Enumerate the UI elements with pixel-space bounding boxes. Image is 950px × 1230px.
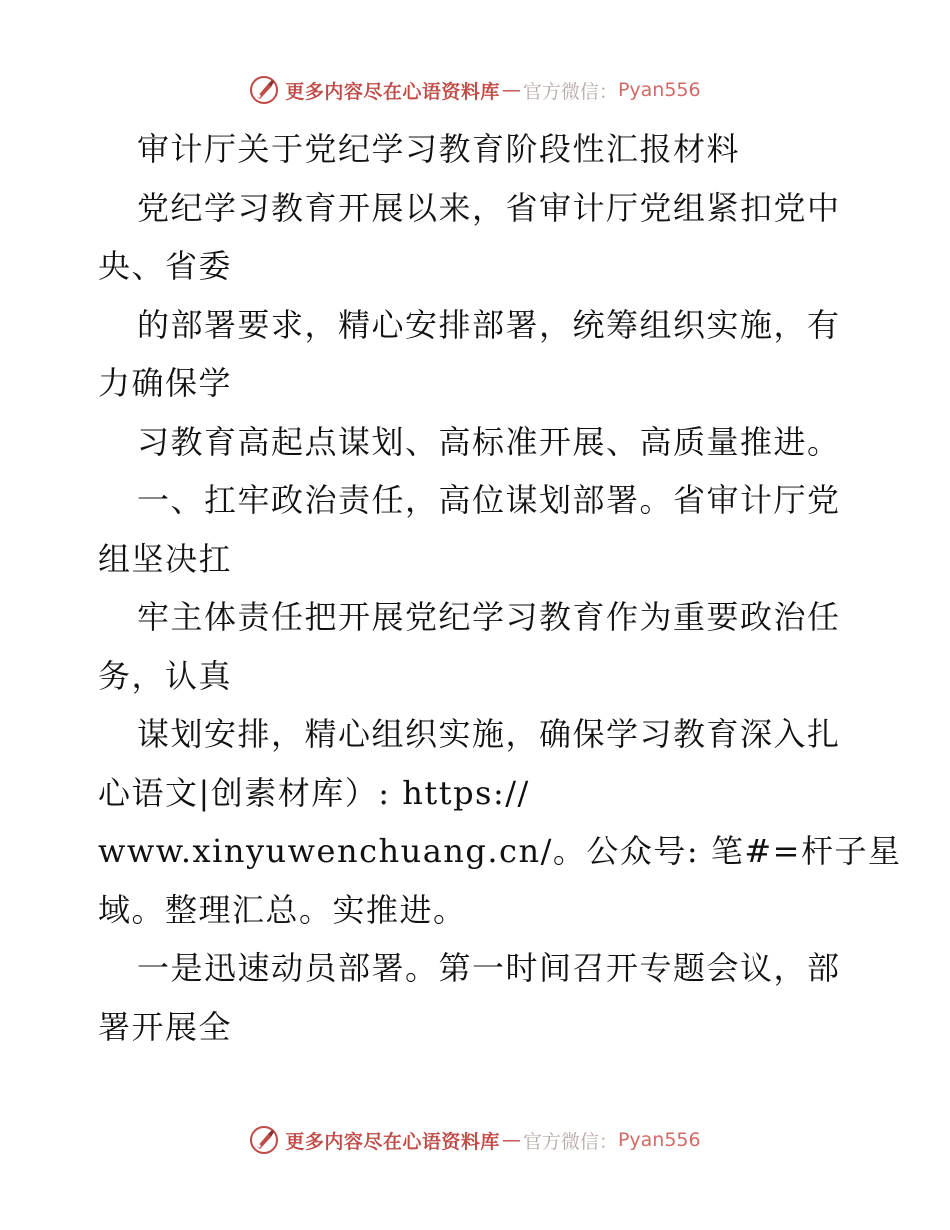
watermark-wechat-id: Pyan556 — [617, 1129, 701, 1151]
text-line: 署开展全 — [98, 1007, 233, 1046]
footer-watermark — [0, 1120, 950, 1160]
document-title: 审计厅关于党纪学习教育阶段性汇报材料 — [137, 130, 741, 168]
text-line: 党纪学习教育开展以来，省审计厅党组紧扣党中 — [137, 188, 841, 227]
watermark-dash: — — [501, 79, 521, 101]
text-line: 习教育高起点谋划、高标准开展、高质量推进。 — [137, 422, 841, 461]
pen-nib-logo-icon — [249, 75, 279, 105]
watermark-dash: — — [501, 1129, 521, 1151]
text-line: 务，认真 — [98, 656, 233, 695]
watermark-wechat-id: Pyan556 — [617, 79, 701, 101]
text-line: 的部署要求，精心安排部署，统筹组织实施，有 — [137, 305, 841, 344]
watermark-label: 官方微信： — [522, 1130, 618, 1153]
watermark-main-text: 更多内容尽在心语资料库 — [285, 80, 500, 103]
text-line: 牢主体责任把开展党纪学习教育作为重要政治任 — [137, 598, 841, 636]
text-line: 力确保学 — [98, 364, 233, 402]
text-line: 一、扛牢政治责任，高位谋划部署。省审计厅党 — [137, 481, 841, 519]
pen-nib-logo-icon — [249, 1125, 279, 1155]
text-line: 谋划安排，精心组织实施，确保学习教育深入扎 — [137, 715, 841, 753]
header-watermark — [0, 70, 950, 110]
watermark-label: 官方微信： — [522, 80, 618, 103]
document-body — [98, 120, 902, 1056]
watermark-main-text: 更多内容尽在心语资料库 — [285, 1130, 500, 1153]
text-line: 一是迅速动员部署。第一时间召开专题会议，部 — [137, 949, 841, 987]
text-line: www.xinyuwenchuang.cn/。公众号: 笔#=杆子星 — [98, 832, 902, 870]
text-line: 域。整理汇总。实推进。 — [98, 890, 467, 929]
text-line: 组坚决扛 — [98, 539, 233, 578]
text-line: 央、省委 — [98, 247, 233, 285]
text-line: 心语文|创素材库）: https:// — [98, 773, 530, 812]
